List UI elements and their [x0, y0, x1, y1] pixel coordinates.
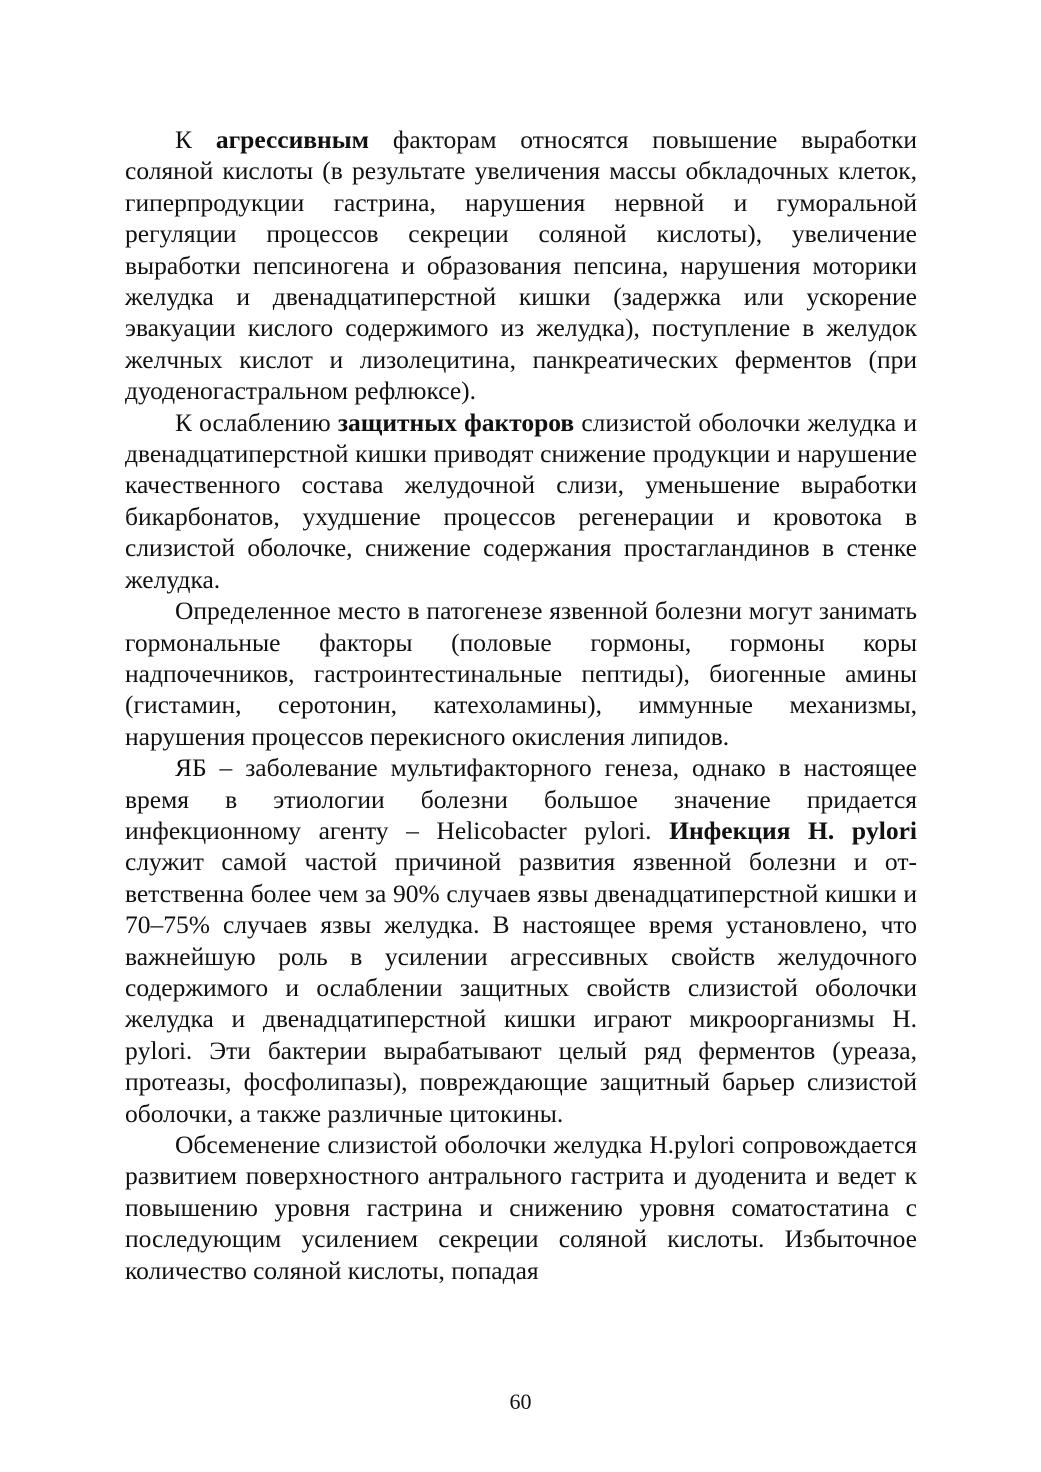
text-run: К: [175, 125, 216, 154]
paragraph-aggressive-factors: [125, 124, 917, 407]
text-run: слизистой оболочки желудка и двенадцатиперстной кишки приводят снижение продукции и нарушение качественного состава желудочной слизи, уменьшение выработки бикарбонатов, ухудшение процессов регенерации и кровотока в слизистой оболочке, снижение содержания простагландинов в стенке желудка.: [125, 407, 917, 594]
page-number: 60: [509, 1389, 532, 1414]
paragraph-colonization: [125, 1129, 917, 1286]
text-run: ЯБ – заболевание мультифакторного генеза, однако в настоящее время в этиологии болезни большое значение придается инфекционному агенту – Helicobacter pylori.: [125, 753, 917, 845]
text-run: К ослаблению: [175, 407, 338, 437]
paragraph-helicobacter: [125, 752, 917, 1129]
paragraph-hormonal-factors: [125, 595, 917, 752]
text-run: факторам относятся повышение выработки соляной кислоты (в результате увеличения массы обкладочных клеток, гиперпродукции гастрина, нарушения нервной и гуморальной регуляции процессов секреции соляной кислоты), увеличение выработки пепсиногена и образования пепсина, нарушения моторики желудка и двенадцатиперстной кишки (задержка или ускорение эвакуации кислого содержимого из желудка), поступление в желудок желчных кислот и лизолецитина, панкреатических ферментов (при дуоденогастральном рефлюксе).: [125, 125, 917, 406]
bold-term-infection: Инфекция H. pylori: [669, 815, 917, 845]
text-run: служит самой частой причиной развития язвенной болезни и ответственна более чем за 90% случаев язвы двенадцатиперстной кишки и 70–75% случаев язвы желудка. В настоящее время установлено, что важнейшую роль в усилении агрессивных свойств желудочного содержимого и ослаблении защитных свойств слизистой оболочки желудка и двенадцатиперстной кишки играют микроорганизмы H. pylori. Эти бактерии вырабатывают целый ряд ферментов (уреаза, протеазы, фосфолипазы), повреждающие защитный барьер слизистой оболочки, а также различные цитокины.: [125, 847, 917, 1128]
paragraph-protective-factors: [125, 407, 917, 595]
bold-term-protective: защитных факторов: [337, 407, 575, 437]
page-body-text: [125, 124, 917, 1286]
text-run: Определенное место в патогенезе язвенной болезни могут занимать гормональные факторы (половые гормоны, гормоны коры надпочечников, гастроинтестинальные пептиды), биогенные амины (гистамин, серотонин, катехоламины), иммунные механизмы, нарушения процессов перекисного окисления липидов.: [125, 596, 917, 751]
bold-term-aggressive: агрессивным: [215, 125, 370, 154]
text-run: Обсеменение слизистой оболочки желудка H.pylori сопровождается развитием поверхностного антрального гастрита и дуоденита и ведет к повышению уровня гастрина и снижению уровня соматостатина с последующим усилением секреции соляной кислоты. Избыточное количество соляной кислоты, попадая: [125, 1130, 917, 1285]
